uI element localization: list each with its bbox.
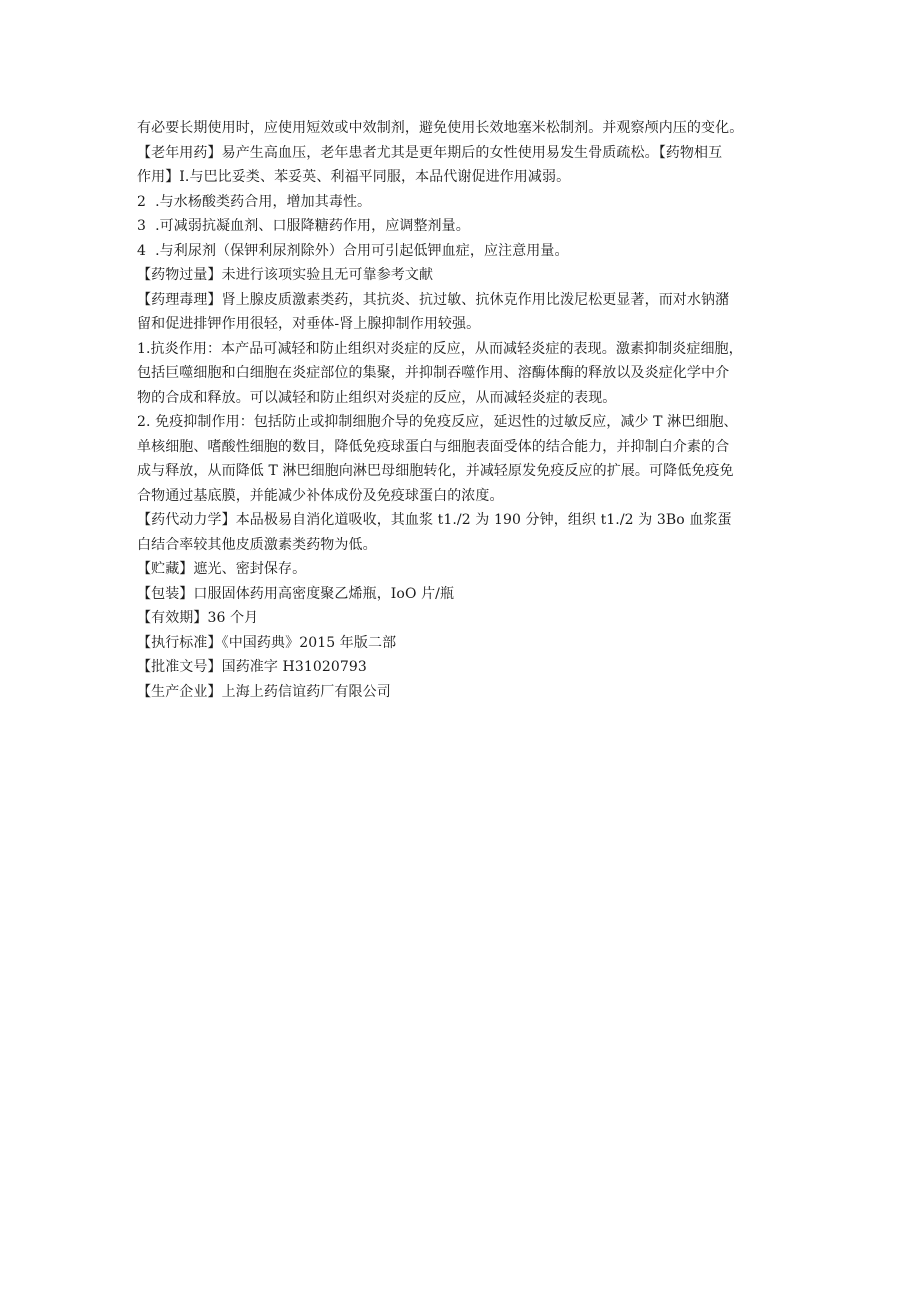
text-line: 物的合成和释放。可以减轻和防止组织对炎症的反应，从而减轻炎症的表现。 — [137, 389, 617, 406]
text-line: 白结合率较其他皮质激素类药物为低。 — [137, 536, 377, 553]
text-line: 成与释放，从而降低 T 淋巴细胞向淋巴母细胞转化，并减轻原发免疫反应的扩展。可降低免疫免 — [137, 463, 734, 479]
text-line: 2. 免疫抑制作用：包括防止或抑制细胞介导的免疫反应，延迟性的过敏反应，减少 T 淋巴细胞、 — [137, 414, 738, 430]
section-storage: 【贮藏】遮光、密封保存。 — [137, 561, 307, 577]
section-pharmacology: 【药理毒理】肾上腺皮质激素类药，其抗炎、抗过敏、抗休克作用比泼尼松更显著，而对水钠潴 — [137, 291, 730, 308]
section-approval-number: 【批准文号】国药准字 H31020793 — [137, 659, 367, 675]
list-item: 3 .可减弱抗凝血剂、口服降糖药作用，应调整剂量。 — [137, 218, 470, 234]
document-body — [137, 116, 797, 704]
list-item: 2 .与水杨酸类药合用，增加其毒性。 — [137, 193, 372, 210]
section-overdose: 【药物过量】未进行该项实验且无可靠参考文献 — [137, 267, 434, 283]
list-item: 4 .与利尿剂（保钾利尿剂除外）合用可引起低钾血症，应注意用量。 — [137, 242, 569, 259]
text-line: 单核细胞、嗜酸性细胞的数目，降低免疫球蛋白与细胞表面受体的结合能力，并抑制白介素的合 — [137, 438, 730, 455]
section-package: 【包装】口服固体药用高密度聚乙烯瓶，IoO 片/瓶 — [137, 585, 455, 602]
section-pharmacokinetics: 【药代动力学】本品极易自消化道吸收，其血浆 t1./2 为 190 分钟，组织 t1./2 为 3Bo 血浆蛋 — [137, 512, 732, 528]
text-line: 1.抗炎作用：本产品可减轻和防止组织对炎症的反应，从而减轻炎症的表现。激素抑制炎症细胞， — [137, 340, 743, 357]
text-line: 包括巨噬细胞和白细胞在炎症部位的集聚，并抑制吞噬作用、溶酶体酶的释放以及炎症化学中介 — [137, 365, 730, 381]
text-line: 【老年用药】易产生高血压，老年患者尤其是更年期后的女性使用易发生骨质疏松。【药物相互 — [137, 144, 723, 161]
section-standard: 【执行标准】《中国药典》2015 年版二部 — [137, 634, 397, 651]
section-shelf-life: 【有效期】36 个月 — [137, 610, 259, 626]
text-line: 作用】I.与巴比妥类、苯妥英、利福平同服，本品代谢促进作用减弱。 — [137, 169, 571, 185]
text-line: 有必要长期使用时，应使用短效或中效制剂，避免使用长效地塞米松制剂。并观察颅内压的变化。 — [137, 120, 744, 136]
section-manufacturer: 【生产企业】上海上药信谊药厂有限公司 — [137, 683, 391, 700]
text-line: 留和促进排钾作用很轻，对垂体-肾上腺抑制作用较强。 — [137, 316, 481, 332]
text-line: 合物通过基底膜，并能减少补体成份及免疫球蛋白的浓度。 — [137, 487, 504, 504]
